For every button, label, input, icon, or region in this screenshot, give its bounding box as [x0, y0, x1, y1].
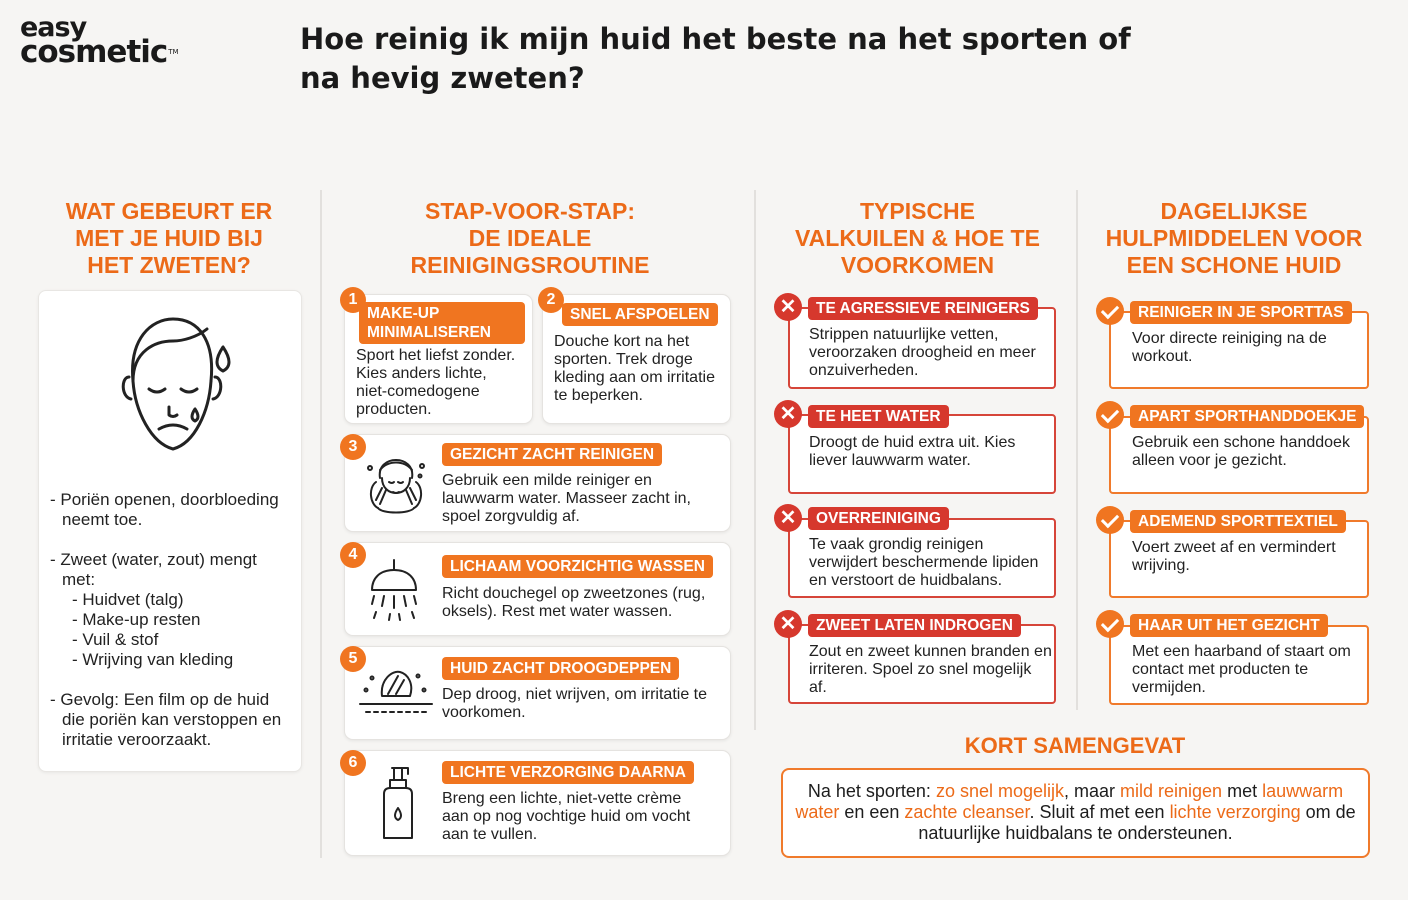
step-text: Breng een lichte, niet-vette crème aan op nog vochtige huid om vocht aan te vullen.	[442, 790, 691, 843]
summary-box	[781, 768, 1370, 858]
face-sweat-icon	[111, 311, 235, 461]
col3-heading: TYPISCHE VALKUILEN & HOE TE VOORKOMEN	[795, 198, 1040, 278]
step-number: 3	[340, 434, 366, 460]
pitfall-text: Strippen natuurlijke vetten, veroorzaken droogheid en meer onzuiverheden.	[809, 326, 1036, 379]
step-text: Dep droog, niet wrijven, om irritatie te voorkomen.	[442, 686, 707, 721]
col2-heading: STAP-VOOR-STAP: DE IDEALE REINIGINGSROUTINE	[410, 198, 650, 278]
pitfall-text: Te vaak grondig reinigen verwijdert beschermende lipiden en verstoort de huidbalans.	[809, 536, 1039, 589]
page-title: Hoe reinig ik mijn huid het beste na het sporten of na hevig zweten?	[300, 22, 1131, 95]
col1-heading: WAT GEBEURT ER MET JE HUID BIJ HET ZWETEN?	[65, 198, 273, 278]
check-icon	[1096, 506, 1124, 534]
col4-heading: DAGELIJKSE HULPMIDDELEN VOOR EEN SCHONE HUID	[1105, 198, 1363, 278]
step-title: SNEL AFSPOELEN	[562, 303, 718, 326]
step-text: Douche kort na het sporten. Trek droge kleding aan om irritatie te beperken.	[554, 333, 715, 404]
step-title: LICHTE VERZORGING DAARNA	[442, 761, 694, 784]
aid-text: Voert zweet af en vermindert wrijving.	[1132, 539, 1336, 574]
aid-text: Gebruik een schone handdoek alleen voor je gezicht.	[1132, 434, 1350, 469]
step-title: HUID ZACHT DROOGDEPPEN	[442, 657, 679, 680]
col1-card	[38, 290, 302, 772]
aid-text: Met een haarband of staart om contact met producten te vermijden.	[1132, 643, 1351, 696]
summary-heading: KORT SAMENGEVAT	[964, 733, 1186, 758]
pitfall-title: ZWEET LATEN INDROGEN	[808, 614, 1021, 637]
step-number: 6	[340, 750, 366, 776]
pitfall-title: TE AGRESSIEVE REINIGERS	[808, 297, 1038, 320]
aid-title: APART SPORTHANDDOEKJE	[1130, 405, 1364, 428]
pitfall-title: OVERREINIGING	[808, 507, 949, 530]
check-icon	[1096, 401, 1124, 429]
step-text: Richt douchegel op zweetzones (rug, oksels). Rest met water wassen.	[442, 585, 706, 620]
step-text: Sport het liefst zonder. Kies anders lichte, niet-comedogene producten.	[356, 347, 516, 418]
check-icon	[1096, 610, 1124, 638]
cross-icon: ✕	[774, 504, 802, 532]
aid-title: HAAR UIT HET GEZICHT	[1130, 614, 1328, 637]
logo-line-2: cosmetic™	[20, 34, 179, 70]
step-number: 1	[340, 287, 366, 313]
pitfall-title: TE HEET WATER	[808, 405, 949, 428]
face-washing-icon	[362, 448, 430, 520]
towel-pat-icon	[358, 664, 434, 726]
brand-logo	[20, 12, 179, 70]
step-number: 2	[538, 287, 564, 313]
pitfall-text: Zout en zweet kunnen branden en irriteren. Spoel zo snel mogelijk af.	[809, 643, 1052, 696]
pump-bottle-icon	[374, 764, 420, 844]
check-icon	[1096, 297, 1124, 325]
cross-icon: ✕	[774, 400, 802, 428]
step-number: 4	[340, 542, 366, 568]
column-divider	[320, 190, 322, 858]
logo-line-1: easy	[20, 12, 87, 43]
step-number: 5	[340, 646, 366, 672]
cross-icon: ✕	[774, 610, 802, 638]
summary-text: Na het sporten: zo snel mogelijk, maar mild reinigen met lauwwarm water en een zachte cleanser. Sluit af met een lichte verzorging om de natuurlijke huidbalans te ondersteunen.	[795, 781, 1356, 843]
step-title: MAKE-UP MINIMALISEREN	[359, 302, 525, 344]
step-title: LICHAAM VOORZICHTIG WASSEN	[442, 555, 713, 578]
col1-text: - Poriën openen, doorbloeding neemt toe. - Zweet (water, zout) mengt met: - Huidvet (talg) - Make-up resten - Vuil & stof - Wrijving van kleding - Gevolg: Een film op de huid die poriën kan verstoppen en irritatie veroorzaakt.	[50, 490, 282, 749]
shower-head-icon	[366, 556, 422, 624]
aid-title: ADEMEND SPORTTEXTIEL	[1130, 510, 1346, 533]
pitfall-text: Droogt de huid extra uit. Kies liever lauwwarm water.	[809, 434, 1016, 469]
step-text: Gebruik een milde reiniger en lauwwarm water. Masseer zacht in, spoel zorgvuldig af.	[442, 472, 691, 525]
aid-text: Voor directe reiniging na de workout.	[1132, 330, 1327, 365]
column-divider	[1076, 190, 1078, 710]
aid-title: REINIGER IN JE SPORTTAS	[1130, 301, 1352, 324]
column-divider	[754, 190, 756, 730]
cross-icon: ✕	[774, 293, 802, 321]
step-title: GEZICHT ZACHT REINIGEN	[442, 443, 662, 466]
